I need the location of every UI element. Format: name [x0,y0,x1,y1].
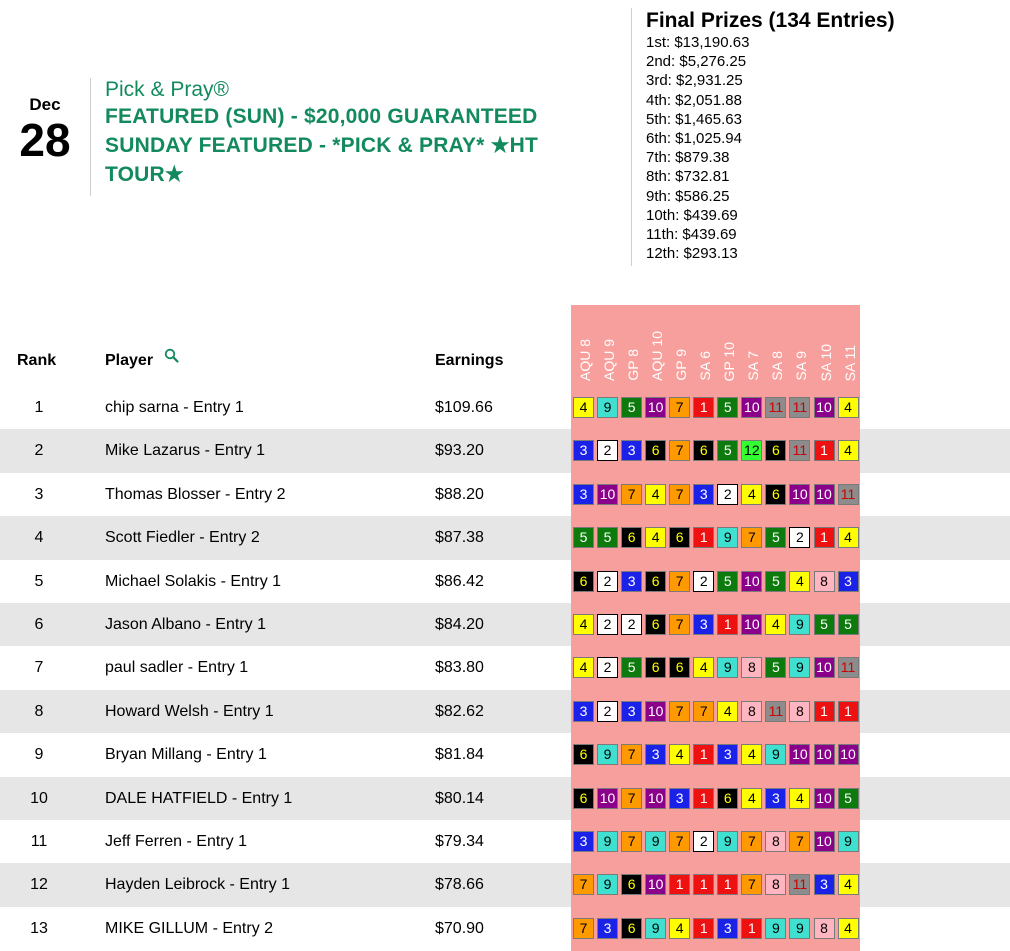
prize-item: 11th: $439.69 [646,226,737,244]
race-header-label: SA 11 [841,344,858,381]
pick-badge: 3 [765,788,786,809]
rank-cell: 13 [30,919,48,937]
pick-badge: 3 [693,614,714,635]
race-header-label: AQU 9 [601,338,618,381]
pick-badge: 10 [741,614,762,635]
pick-badge: 4 [789,788,810,809]
pick-badge: 10 [814,788,835,809]
pick-badge: 1 [717,614,738,635]
pick-badge: 10 [789,744,810,765]
pick-badge: 4 [693,657,714,678]
pick-badge: 11 [838,484,859,505]
race-header-label: AQU 10 [649,331,666,381]
pick-badge: 11 [789,440,810,461]
pick-badge: 9 [645,918,666,939]
race-header-label: SA 6 [697,351,714,381]
contest-date [14,95,76,166]
pick-badge: 8 [765,874,786,895]
player-name: Scott Fiedler - Entry 2 [105,529,260,547]
pick-badge: 6 [669,657,690,678]
pick-badge: 1 [693,788,714,809]
pick-badge: 6 [693,440,714,461]
pick-badge: 8 [765,831,786,852]
pick-badge: 10 [645,874,666,895]
race-header [838,305,862,383]
race-header-label: GP 10 [721,341,738,381]
pick-badge: 4 [669,744,690,765]
pick-badge: 7 [669,701,690,722]
pick-badge: 5 [765,527,786,548]
pick-badge: 10 [597,788,618,809]
pick-badge: 8 [814,918,835,939]
pick-badge: 6 [621,874,642,895]
pick-badge: 5 [765,657,786,678]
pick-badge: 9 [789,614,810,635]
pick-badge: 9 [597,831,618,852]
pick-badge: 1 [838,701,859,722]
pick-badge: 10 [814,831,835,852]
race-header-label: SA 8 [769,351,786,381]
race-header [573,305,597,383]
pick-badge: 1 [693,744,714,765]
pick-badge: 5 [814,614,835,635]
pick-badge: 1 [717,874,738,895]
player-name: Hayden Leibrock - Entry 1 [105,876,290,894]
prize-item: 8th: $732.81 [646,168,730,186]
race-header-label: GP 9 [673,349,690,381]
pick-badge: 1 [693,527,714,548]
earnings-cell: $88.20 [435,485,484,503]
pick-badge: 6 [645,440,666,461]
pick-badge: 2 [621,614,642,635]
pick-badge: 4 [838,527,859,548]
pick-badge: 9 [789,918,810,939]
pick-badge: 4 [645,484,666,505]
pick-badge: 3 [621,571,642,592]
rank-cell: 11 [30,833,48,850]
earnings-cell: $109.66 [435,399,493,416]
race-header [814,305,838,383]
pick-badge: 5 [838,614,859,635]
pick-badge: 4 [741,788,762,809]
pick-badge: 10 [789,484,810,505]
rank-cell: 3 [34,485,44,503]
pick-badge: 1 [693,397,714,418]
race-header [621,305,645,383]
player-name: Mike Lazarus - Entry 1 [105,442,266,460]
pick-badge: 8 [814,571,835,592]
pick-badge: 10 [645,397,666,418]
pick-badge: 2 [597,571,618,592]
player-name: Jason Albano - Entry 1 [105,616,266,633]
prize-item: 4th: $2,051.88 [646,91,742,109]
player-name: chip sarna - Entry 1 [105,399,244,416]
pick-badge: 10 [814,744,835,765]
pick-badge: 6 [765,440,786,461]
pick-badge: 6 [645,614,666,635]
pick-badge: 3 [645,744,666,765]
pick-badge: 7 [669,440,690,461]
pick-badge: 1 [669,874,690,895]
player-column-label: Player [105,352,154,369]
earnings-cell: $83.80 [435,659,484,677]
pick-badge: 4 [838,440,859,461]
pick-badge: 9 [717,831,738,852]
pick-badge: 4 [765,614,786,635]
pick-badge: 4 [741,744,762,765]
pick-badge: 3 [669,788,690,809]
pick-badge: 5 [621,657,642,678]
pick-badge: 5 [621,397,642,418]
pick-badge: 9 [717,527,738,548]
pick-badge: 5 [573,527,594,548]
pick-badge: 11 [838,657,859,678]
divider [90,78,91,196]
rank-cell: 4 [34,529,44,547]
earnings-cell: $81.84 [435,746,484,764]
pick-badge: 10 [814,657,835,678]
pick-badge: 1 [814,701,835,722]
pick-badge: 7 [621,744,642,765]
pick-badge: 3 [814,874,835,895]
pick-badge: 2 [789,527,810,548]
pick-badge: 4 [838,918,859,939]
race-header [717,305,741,383]
rank-cell: 2 [34,442,44,460]
earnings-cell: $82.62 [435,702,484,720]
pick-badge: 9 [645,831,666,852]
pick-badge: 5 [717,571,738,592]
prize-item: 9th: $586.25 [646,187,730,205]
final-prizes-header: Final Prizes (134 Entries) [646,9,895,32]
pick-badge: 7 [573,874,594,895]
race-header-label: SA 7 [745,351,762,381]
player-name: Thomas Blosser - Entry 2 [105,485,286,503]
pick-badge: 4 [645,527,666,548]
pick-badge: 4 [838,874,859,895]
contest-title-block [105,78,615,189]
race-header-label: SA 10 [817,343,834,381]
pick-badge: 2 [597,440,618,461]
pick-badge: 11 [789,397,810,418]
pick-badge: 10 [814,484,835,505]
pick-badge: 2 [597,657,618,678]
contest-month: Dec [29,95,61,114]
pick-badge: 5 [717,397,738,418]
pick-badge: 3 [693,484,714,505]
prize-item: 7th: $879.38 [646,149,730,167]
race-header-label: GP 8 [625,349,642,381]
game-type: Pick & Pray® [105,78,230,101]
pick-badge: 1 [693,874,714,895]
pick-badge: 3 [717,918,738,939]
contest-name: FEATURED (SUN) - $20,000 GUARANTEED SUNDAY FEATURED - *PICK & PRAY* ★HT TOUR★ [105,105,539,186]
race-header-label: AQU 8 [577,338,593,381]
pick-badge: 11 [765,701,786,722]
rank-cell: 10 [30,789,48,807]
pick-badge: 7 [741,874,762,895]
player-name: Jeff Ferren - Entry 1 [105,833,247,850]
pick-badge: 7 [669,571,690,592]
pick-badge: 12 [741,440,762,461]
pick-badge: 4 [838,397,859,418]
pick-badge: 10 [814,397,835,418]
rank-column-header: Rank [17,352,57,369]
pick-badge: 4 [573,614,594,635]
rank-cell: 6 [34,616,44,633]
pick-badge: 6 [669,527,690,548]
pick-badge: 1 [693,918,714,939]
pick-badge: 4 [573,397,594,418]
earnings-cell: $70.90 [435,919,484,937]
pick-badge: 8 [789,701,810,722]
pick-badge: 6 [645,571,666,592]
earnings-cell: $87.38 [435,529,484,547]
pick-badge: 7 [741,831,762,852]
race-header [597,305,621,383]
player-name: Bryan Millang - Entry 1 [105,746,267,764]
divider [631,8,632,266]
race-header [741,305,765,383]
player-name: Michael Solakis - Entry 1 [105,572,282,590]
pick-badge: 9 [765,918,786,939]
pick-badge: 9 [597,874,618,895]
prize-item: 10th: $439.69 [646,206,738,224]
pick-badge: 3 [573,440,594,461]
race-header [645,305,669,383]
pick-badge: 9 [597,397,618,418]
pick-badge: 4 [573,657,594,678]
prize-item: 5th: $1,465.63 [646,110,742,128]
pick-badge: 9 [765,744,786,765]
pick-badge: 7 [789,831,810,852]
earnings-cell: $78.66 [435,876,484,894]
pick-badge: 7 [621,484,642,505]
pick-badge: 7 [741,527,762,548]
prize-item: 1st: $13,190.63 [646,34,750,51]
rank-cell: 8 [34,702,44,720]
pick-badge: 5 [597,527,618,548]
pick-badge: 6 [573,571,594,592]
pick-badge: 4 [717,701,738,722]
pick-badge: 10 [741,571,762,592]
pick-badge: 1 [814,527,835,548]
rank-cell: 12 [30,876,48,894]
pick-badge: 7 [669,831,690,852]
pick-badge: 3 [573,701,594,722]
rank-cell: 9 [34,746,44,764]
pick-badge: 5 [765,571,786,592]
final-prizes-panel [646,9,895,263]
pick-badge: 2 [693,571,714,592]
pick-badge: 11 [789,874,810,895]
pick-badge: 3 [573,831,594,852]
pick-badge: 1 [814,440,835,461]
pick-badge: 3 [717,744,738,765]
earnings-cell: $86.42 [435,572,484,590]
pick-badge: 6 [573,744,594,765]
rank-cell: 1 [34,399,44,416]
earnings-cell: $84.20 [435,616,484,633]
player-column-header [105,352,179,370]
prize-item: 6th: $1,025.94 [646,130,742,148]
pick-badge: 7 [693,701,714,722]
race-header [789,305,813,383]
pick-badge: 8 [741,701,762,722]
race-header [669,305,693,383]
pick-badge: 3 [621,701,642,722]
pick-badge: 2 [597,701,618,722]
pick-badge: 3 [621,440,642,461]
pick-badge: 5 [717,440,738,461]
pick-badge: 2 [693,831,714,852]
magnifier-icon[interactable] [164,348,179,368]
player-name: paul sadler - Entry 1 [105,659,249,677]
player-name: MIKE GILLUM - Entry 2 [105,919,274,937]
race-header [765,305,789,383]
pick-badge: 4 [789,571,810,592]
pick-badge: 5 [838,788,859,809]
pick-badge: 9 [838,831,859,852]
prize-item: 3rd: $2,931.25 [646,72,743,90]
pick-badge: 10 [645,788,666,809]
earnings-cell: $80.14 [435,789,484,807]
pick-badge: 6 [765,484,786,505]
pick-badge: 7 [669,614,690,635]
pick-badge: 9 [717,657,738,678]
pick-badge: 7 [669,397,690,418]
pick-badge: 9 [597,744,618,765]
pick-badge: 11 [765,397,786,418]
rank-cell: 5 [34,572,44,590]
pick-badge: 10 [645,701,666,722]
pick-badge: 9 [789,657,810,678]
pick-badge: 2 [717,484,738,505]
pick-badge: 6 [645,657,666,678]
earnings-cell: $79.34 [435,833,484,850]
pick-badge: 6 [621,527,642,548]
player-name: DALE HATFIELD - Entry 1 [105,789,293,807]
pick-badge: 7 [621,831,642,852]
earnings-column-header: Earnings [435,352,504,369]
pick-badge: 10 [741,397,762,418]
pick-badge: 6 [573,788,594,809]
rank-cell: 7 [34,659,44,677]
prize-list [646,33,895,263]
race-header [693,305,717,383]
pick-badge: 6 [717,788,738,809]
pick-badge: 4 [741,484,762,505]
contest-day: 28 [19,114,71,166]
prize-item: 2nd: $5,276.25 [646,53,747,71]
pick-badge: 3 [597,918,618,939]
pick-badge: 3 [838,571,859,592]
pick-badge: 10 [597,484,618,505]
pick-badge: 4 [669,918,690,939]
player-name: Howard Welsh - Entry 1 [105,702,274,720]
pick-badge: 10 [838,744,859,765]
pick-badge: 6 [621,918,642,939]
pick-badge: 3 [573,484,594,505]
pick-badge: 1 [741,918,762,939]
earnings-cell: $93.20 [435,442,484,460]
pick-badge: 7 [573,918,594,939]
race-header-label: SA 9 [793,351,810,381]
prize-item: 12th: $293.13 [646,245,738,263]
pick-badge: 8 [741,657,762,678]
pick-badge: 7 [669,484,690,505]
pick-badge: 7 [621,788,642,809]
pick-badge: 2 [597,614,618,635]
